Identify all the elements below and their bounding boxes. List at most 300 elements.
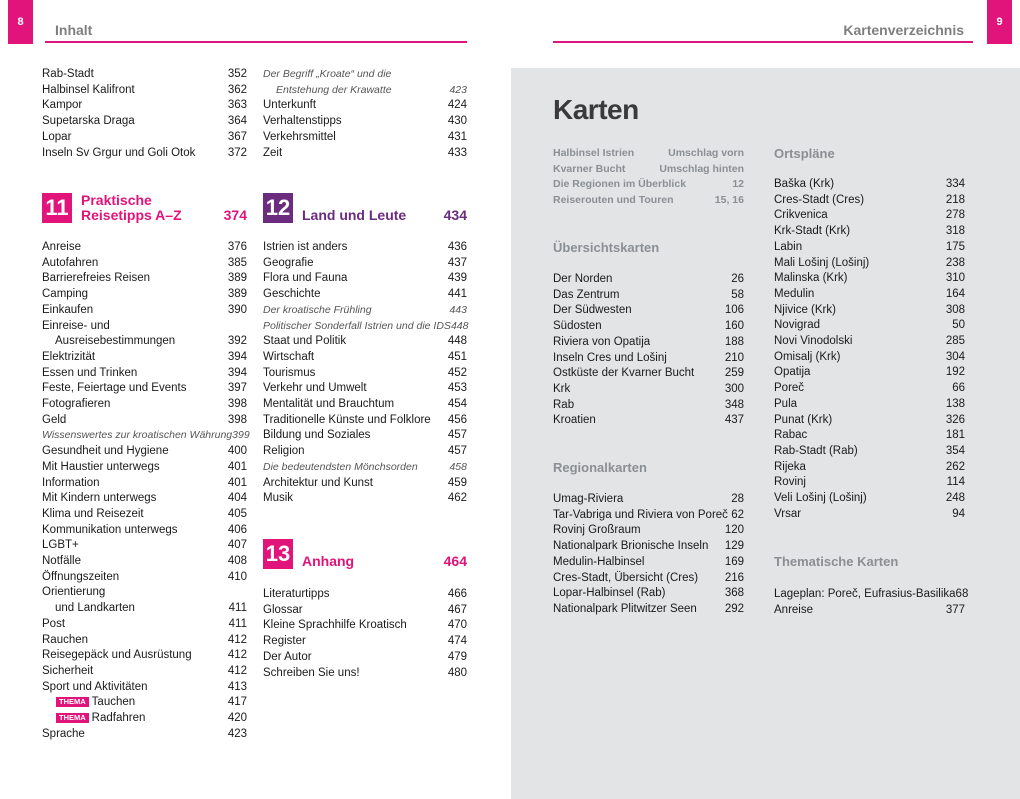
toc-entry-title: Gesundheit und Hygiene	[42, 445, 169, 458]
toc-entry[interactable]	[553, 366, 744, 382]
toc-entry-page: 439	[447, 272, 467, 285]
header-rule-right	[553, 41, 973, 43]
toc-entry-title: Umag-Riviera	[553, 493, 624, 505]
toc-entry[interactable]	[263, 350, 467, 366]
toc-entry-page: 62	[731, 508, 744, 521]
toc-entry-page: 410	[227, 570, 247, 583]
toc-entry-page: 138	[945, 397, 965, 410]
toc-entry-title: Rab-Stadt (Rab)	[774, 444, 858, 457]
toc-entry[interactable]	[553, 413, 744, 429]
toc-entry-title: Öffnungszeiten	[42, 570, 120, 583]
toc-entry[interactable]	[263, 460, 467, 476]
toc-entry-title: Supetarska Draga	[42, 115, 135, 128]
chapter-page: 434	[443, 207, 467, 223]
toc-entry[interactable]	[263, 67, 467, 83]
toc-entry-title: Kleine Sprachhilfe Kroatisch	[263, 619, 407, 632]
toc-entry[interactable]	[42, 381, 247, 397]
toc-entry[interactable]	[553, 351, 744, 367]
toc-entry[interactable]	[774, 491, 965, 507]
toc-entry-title: Ostküste der Kvarner Bucht	[553, 367, 695, 380]
toc-entry[interactable]	[553, 146, 744, 162]
toc-entry-title: Medulin	[774, 287, 815, 300]
toc-col2-top	[263, 67, 467, 161]
section-heading-uebersicht: Übersichtskarten	[553, 240, 660, 255]
toc-entry-title: Omisalj (Krk)	[774, 350, 841, 363]
toc-entry-title: Rovinj	[774, 476, 806, 489]
toc-entry-page: 352	[227, 68, 247, 80]
toc-entry-title: Nationalpark Plitwitzer Seen	[553, 602, 697, 615]
toc-entry-page: 259	[724, 367, 744, 380]
toc-entry[interactable]	[774, 460, 965, 476]
toc-entry-page: 218	[945, 193, 965, 206]
toc-entry-title: Südosten	[553, 320, 602, 333]
toc-entry-page: 188	[724, 335, 744, 348]
toc-entry-title: Tar-Vabriga und Riviera von Poreč	[553, 508, 728, 521]
toc-entry-title: Kommunikation unterwegs	[42, 523, 178, 536]
toc-entry-title: Rovinj Großraum	[553, 524, 641, 537]
toc-entry[interactable]	[42, 680, 247, 696]
toc-entry[interactable]	[42, 476, 247, 492]
toc-entry[interactable]	[774, 475, 965, 491]
toc-entry[interactable]	[774, 381, 965, 397]
toc-entry[interactable]	[263, 256, 467, 272]
toc-entry-page: 479	[447, 650, 467, 663]
toc-entry[interactable]	[42, 319, 247, 335]
toc-entry-page: 401	[227, 460, 247, 473]
toc-entry[interactable]	[42, 727, 247, 743]
toc-entry-title: Orientierung	[42, 586, 106, 599]
toc-entry[interactable]	[774, 177, 965, 193]
page-number-right: 9	[987, 0, 1012, 44]
toc-entry[interactable]	[263, 287, 467, 303]
toc-entry-title: Barrierefreies Reisen	[42, 272, 151, 285]
toc-entry[interactable]	[263, 666, 467, 682]
toc-entry[interactable]	[553, 288, 744, 304]
page-title: Karten	[553, 94, 639, 125]
toc-entry-title: Schreiben Sie uns!	[263, 666, 360, 679]
toc-entry[interactable]	[553, 303, 744, 319]
toc-entry[interactable]	[774, 413, 965, 429]
toc-entry[interactable]	[42, 256, 247, 272]
toc-entry-title: Camping	[42, 288, 89, 301]
toc-entry-page: 424	[447, 99, 467, 112]
toc-entry[interactable]	[263, 146, 467, 162]
toc-entry-page: 389	[227, 272, 247, 285]
toc-entry[interactable]	[553, 193, 744, 209]
toc-entry-page: 181	[945, 429, 965, 442]
toc-entry[interactable]	[553, 571, 744, 587]
toc-entry-page: 58	[731, 288, 744, 301]
toc-entry[interactable]	[774, 507, 965, 523]
toc-entry-page: 462	[447, 492, 467, 505]
toc-entry-title: Rab	[553, 398, 575, 411]
toc-entry-title: Opatija	[774, 366, 811, 379]
toc-entry-page: 129	[724, 540, 744, 553]
toc-entry[interactable]	[774, 397, 965, 413]
toc-entry-title: Die bedeutendsten Mönchsorden	[263, 460, 418, 473]
toc-entry-page: 411	[228, 602, 247, 615]
toc-entry-page: 310	[945, 272, 965, 285]
toc-entry-page: 437	[724, 414, 744, 427]
toc-entry[interactable]	[42, 397, 247, 413]
toc-entry-title: Mentalität und Brauchtum	[263, 398, 395, 411]
toc-entry-page: 398	[227, 413, 247, 426]
toc-entry[interactable]	[42, 130, 247, 146]
toc-entry-title: Einreise- und	[42, 319, 110, 332]
toc-entry[interactable]	[553, 162, 744, 178]
toc-col2-ch13	[263, 587, 467, 681]
toc-entry-title: Kroatien	[553, 414, 596, 427]
chapter-number: 13	[263, 539, 293, 569]
toc-entry[interactable]	[42, 570, 247, 586]
section-heading-regional: Regionalkarten	[553, 460, 647, 475]
toc-entry-page: 292	[724, 602, 744, 615]
toc-entry[interactable]	[774, 444, 965, 460]
toc-entry-title: Geld	[42, 413, 67, 426]
toc-entry-page: 106	[724, 304, 744, 317]
toc-entry-page: 454	[447, 398, 467, 411]
regional-list	[553, 492, 744, 618]
toc-entry-page: 364	[227, 115, 247, 128]
toc-entry[interactable]	[553, 319, 744, 335]
toc-entry[interactable]	[774, 603, 965, 619]
toc-entry[interactable]	[774, 350, 965, 366]
toc-entry-title: Krk-Stadt (Krk)	[774, 225, 851, 238]
toc-entry-title: Staat und Politik	[263, 335, 347, 348]
toc-entry-page: 448	[447, 335, 467, 348]
toc-entry[interactable]	[42, 491, 247, 507]
toc-entry[interactable]	[774, 303, 965, 319]
toc-entry[interactable]	[263, 114, 467, 130]
toc-entry-title: Malinska (Krk)	[774, 272, 848, 285]
toc-entry-page: 377	[945, 603, 965, 616]
toc-entry[interactable]	[774, 193, 965, 209]
toc-entry[interactable]	[42, 601, 247, 617]
toc-entry[interactable]	[42, 428, 250, 444]
toc-entry-title: Mali Lošinj (Lošinj)	[774, 256, 870, 269]
toc-entry-title: Mit Kindern unterwegs	[42, 492, 157, 505]
toc-entry-page: 406	[227, 523, 247, 536]
toc-entry[interactable]	[774, 240, 965, 256]
toc-entry[interactable]	[263, 303, 467, 319]
toc-entry-page: 348	[724, 398, 744, 411]
toc-entry-page: 326	[945, 413, 965, 426]
toc-entry[interactable]	[263, 618, 467, 634]
toc-entry-page: 308	[945, 303, 965, 316]
toc-entry-title: Fotografieren	[42, 398, 111, 411]
toc-entry-title: Radfahren	[91, 712, 146, 725]
toc-entry-title: Klima und Reisezeit	[42, 507, 144, 520]
toc-entry[interactable]	[263, 603, 467, 619]
toc-entry-title: Information	[42, 476, 100, 489]
toc-entry[interactable]	[42, 444, 247, 460]
toc-entry-title: Post	[42, 617, 66, 630]
toc-entry[interactable]	[42, 271, 247, 287]
toc-entry-page: 26	[731, 273, 744, 285]
toc-entry[interactable]	[263, 381, 467, 397]
toc-entry-page: 28	[731, 493, 744, 505]
toc-entry-title: Bildung und Soziales	[263, 429, 371, 442]
toc-entry-title: Pula	[774, 397, 798, 410]
toc-entry-page: 160	[724, 320, 744, 333]
thema-badge: THEMA	[56, 697, 89, 707]
toc-entry[interactable]	[774, 587, 969, 603]
toc-entry-title: Labin	[774, 240, 803, 253]
toc-entry[interactable]	[263, 98, 467, 114]
toc-entry-page: 441	[447, 288, 467, 301]
toc-entry-page: 408	[227, 555, 247, 568]
toc-entry-title: Essen und Trinken	[42, 366, 138, 379]
toc-entry[interactable]	[42, 664, 247, 680]
toc-entry[interactable]	[42, 114, 247, 130]
toc-entry[interactable]	[263, 428, 467, 444]
toc-entry-page: 457	[447, 445, 467, 458]
toc-entry-page: 397	[227, 382, 247, 395]
toc-entry-page: Umschlag vorn	[668, 147, 744, 159]
toc-entry-title: Geschichte	[263, 288, 321, 301]
toc-entry-title: Traditionelle Künste und Folklore	[263, 413, 431, 426]
header-rule-left	[45, 41, 467, 43]
toc-entry-title: Tauchen	[91, 696, 136, 709]
toc-entry-page: 390	[227, 303, 247, 316]
toc-entry-title: Die Regionen im Überblick	[553, 178, 687, 191]
toc-entry-page: 169	[724, 555, 744, 568]
toc-entry-page: 394	[227, 366, 247, 379]
toc-entry-title: Veli Lošinj (Lošinj)	[774, 492, 867, 505]
toc-entry-page: 459	[447, 476, 467, 489]
thematisch-list	[774, 587, 969, 618]
toc-entry-title: Rab-Stadt	[42, 68, 94, 80]
toc-entry-page: 401	[227, 476, 247, 489]
toc-entry-page: 430	[447, 115, 467, 128]
toc-entry-page: 238	[945, 256, 965, 269]
toc-entry[interactable]	[553, 508, 744, 524]
toc-entry-page: 458	[449, 460, 467, 473]
toc-entry[interactable]	[774, 365, 965, 381]
toc-entry-page: 15, 16	[714, 194, 744, 207]
toc-entry-title: Nationalpark Brionische Inseln	[553, 540, 709, 553]
toc-entry-title: Vrsar	[774, 507, 802, 520]
chapter-11-heading[interactable]	[42, 193, 247, 223]
toc-entry[interactable]	[263, 334, 467, 350]
toc-entry[interactable]	[774, 271, 965, 287]
toc-entry-page: 262	[945, 460, 965, 473]
chapter-title: Praktische Reisetipps A–Z	[81, 192, 182, 223]
toc-entry-title: Novigrad	[774, 319, 821, 332]
toc-entry[interactable]	[42, 334, 247, 350]
maps-misc-list	[553, 146, 744, 209]
ortsplaene-list	[774, 177, 965, 522]
toc-entry[interactable]	[774, 318, 965, 334]
toc-entry-title: Rijeka	[774, 460, 806, 473]
toc-entry[interactable]	[42, 460, 247, 476]
chapter-13-heading[interactable]	[263, 539, 467, 569]
toc-entry-page: 300	[724, 382, 744, 395]
toc-entry[interactable]	[42, 146, 247, 162]
toc-entry-page: 480	[447, 666, 467, 679]
toc-entry-title: Der Begriff „Kroate“ und die	[263, 68, 392, 80]
toc-entry-page: 318	[945, 225, 965, 238]
toc-entry[interactable]	[553, 177, 744, 193]
toc-entry-title: Kampor	[42, 99, 83, 112]
toc-entry-title: Istrien ist anders	[263, 241, 348, 253]
toc-entry[interactable]	[263, 271, 467, 287]
toc-entry-title: Punat (Krk)	[774, 413, 833, 426]
toc-entry[interactable]	[42, 585, 247, 601]
toc-entry-page: 411	[228, 617, 247, 630]
toc-entry-page: 394	[227, 350, 247, 363]
toc-entry[interactable]	[263, 587, 467, 603]
chapter-number: 12	[263, 193, 293, 223]
toc-entry-page: 412	[227, 649, 247, 662]
toc-entry-page: 467	[447, 603, 467, 616]
toc-entry-page: 453	[447, 382, 467, 395]
toc-entry[interactable]	[42, 303, 247, 319]
toc-entry-title: und Landkarten	[55, 602, 135, 615]
toc-entry[interactable]	[553, 555, 744, 571]
toc-entry-page: 12	[732, 178, 744, 191]
toc-entry[interactable]	[263, 491, 467, 507]
toc-entry-title: Geografie	[263, 256, 314, 269]
toc-entry[interactable]	[263, 476, 467, 492]
toc-entry[interactable]	[42, 695, 247, 711]
toc-entry-title: Crikvenica	[774, 209, 828, 222]
toc-entry-title: Novi Vinodolski	[774, 335, 853, 348]
toc-entry[interactable]	[42, 648, 247, 664]
toc-entry[interactable]	[263, 444, 467, 460]
toc-entry[interactable]	[42, 83, 247, 99]
toc-entry[interactable]	[42, 711, 247, 727]
toc-entry[interactable]	[42, 538, 247, 554]
toc-entry-title: Halbinsel Istrien	[553, 147, 635, 159]
toc-entry[interactable]	[553, 539, 744, 555]
toc-entry[interactable]	[42, 350, 247, 366]
toc-entry[interactable]	[553, 335, 744, 351]
toc-entry[interactable]	[553, 523, 744, 539]
toc-entry[interactable]	[42, 413, 247, 429]
toc-entry-title: Der Autor	[263, 650, 312, 663]
toc-entry-page: 400	[227, 445, 247, 458]
toc-entry-title: Einkaufen	[42, 303, 94, 316]
toc-entry-title: Elektrizität	[42, 350, 96, 363]
toc-entry[interactable]	[263, 650, 467, 666]
toc-entry[interactable]	[42, 554, 247, 570]
toc-entry-page: 452	[447, 366, 467, 379]
toc-entry-page: 354	[945, 444, 965, 457]
toc-entry-page: 399	[232, 429, 250, 442]
toc-entry-page: 437	[447, 256, 467, 269]
page-number-left: 8	[8, 0, 33, 44]
toc-entry[interactable]	[263, 634, 467, 650]
toc-entry[interactable]	[42, 523, 247, 539]
toc-entry[interactable]	[553, 602, 744, 618]
toc-entry-page: 456	[447, 413, 467, 426]
toc-entry[interactable]	[42, 67, 247, 83]
toc-entry-title: Autofahren	[42, 256, 99, 269]
toc-entry-page: 413	[227, 680, 247, 693]
toc-entry[interactable]	[553, 492, 744, 508]
toc-entry-page: 50	[952, 319, 965, 332]
toc-entry-title: LGBT+	[42, 539, 79, 552]
toc-entry-page: 404	[227, 492, 247, 505]
toc-entry[interactable]	[42, 633, 247, 649]
toc-entry-page: 412	[227, 664, 247, 677]
toc-entry-page: 376	[227, 241, 247, 253]
chapter-12-heading[interactable]	[263, 193, 467, 223]
toc-entry[interactable]	[263, 130, 467, 146]
toc-entry-page: 304	[945, 350, 965, 363]
toc-entry[interactable]	[42, 366, 247, 382]
toc-entry[interactable]	[553, 382, 744, 398]
toc-entry-title: Reisegepäck und Ausrüstung	[42, 649, 192, 662]
toc-entry[interactable]	[42, 507, 247, 523]
toc-entry-title: Verkehr und Umwelt	[263, 382, 367, 395]
toc-entry[interactable]	[263, 319, 467, 335]
toc-entry[interactable]	[553, 586, 744, 602]
toc-entry-title: Njivice (Krk)	[774, 303, 836, 316]
toc-entry-title: Riviera von Opatija	[553, 335, 651, 348]
toc-entry-title: Der kroatische Frühling	[263, 303, 372, 316]
toc-entry[interactable]	[774, 256, 965, 272]
right-header-title: Kartenverzeichnis	[843, 22, 964, 38]
toc-entry-title: Tourismus	[263, 366, 316, 379]
toc-entry-title: Mit Haustier unterwegs	[42, 460, 160, 473]
toc-entry-title: Sicherheit	[42, 664, 94, 677]
toc-entry[interactable]	[553, 272, 744, 288]
toc-entry[interactable]	[42, 98, 247, 114]
toc-entry-title: Verkehrsmittel	[263, 130, 336, 143]
toc-entry[interactable]	[774, 224, 965, 240]
toc-entry[interactable]	[263, 366, 467, 382]
toc-entry[interactable]	[42, 617, 247, 633]
toc-entry[interactable]	[263, 240, 467, 256]
toc-entry-page: 216	[724, 571, 744, 584]
toc-entry-page: 66	[952, 382, 965, 395]
toc-entry[interactable]	[42, 240, 247, 256]
chapter-page: 374	[223, 207, 247, 223]
toc-entry-page: 192	[945, 366, 965, 379]
toc-entry-page: 385	[227, 256, 247, 269]
toc-entry[interactable]	[263, 413, 467, 429]
toc-entry-title: Cres-Stadt, Übersicht (Cres)	[553, 571, 699, 584]
toc-entry[interactable]	[42, 287, 247, 303]
toc-entry-page: 334	[945, 178, 965, 190]
toc-entry-title: Sport und Aktivitäten	[42, 680, 148, 693]
toc-entry[interactable]	[774, 334, 965, 350]
toc-entry[interactable]	[263, 397, 467, 413]
left-header-title: Inhalt	[55, 22, 93, 38]
toc-entry-page: 431	[447, 130, 467, 143]
toc-entry-page: 443	[449, 303, 467, 316]
toc-entry[interactable]	[774, 287, 965, 303]
toc-entry-page: 285	[945, 335, 965, 348]
toc-entry-title: Literaturtipps	[263, 588, 330, 600]
section-heading-thematisch: Thematische Karten	[774, 554, 899, 569]
toc-entry-page: 470	[447, 619, 467, 632]
toc-entry-title: Zeit	[263, 146, 283, 159]
toc-entry-title: Flora und Fauna	[263, 272, 348, 285]
toc-entry-title: Entstehung der Krawatte	[276, 83, 392, 96]
toc-entry-page: Umschlag hinten	[659, 162, 744, 175]
toc-entry-title: Rabac	[774, 429, 808, 442]
toc-entry-title: Ausreisebestimmungen	[55, 335, 176, 348]
uebersicht-list	[553, 272, 744, 429]
toc-entry[interactable]	[774, 428, 965, 444]
toc-entry-page: 114	[946, 476, 965, 489]
toc-entry[interactable]	[553, 398, 744, 414]
toc-entry[interactable]	[263, 83, 467, 99]
toc-entry[interactable]	[774, 208, 965, 224]
